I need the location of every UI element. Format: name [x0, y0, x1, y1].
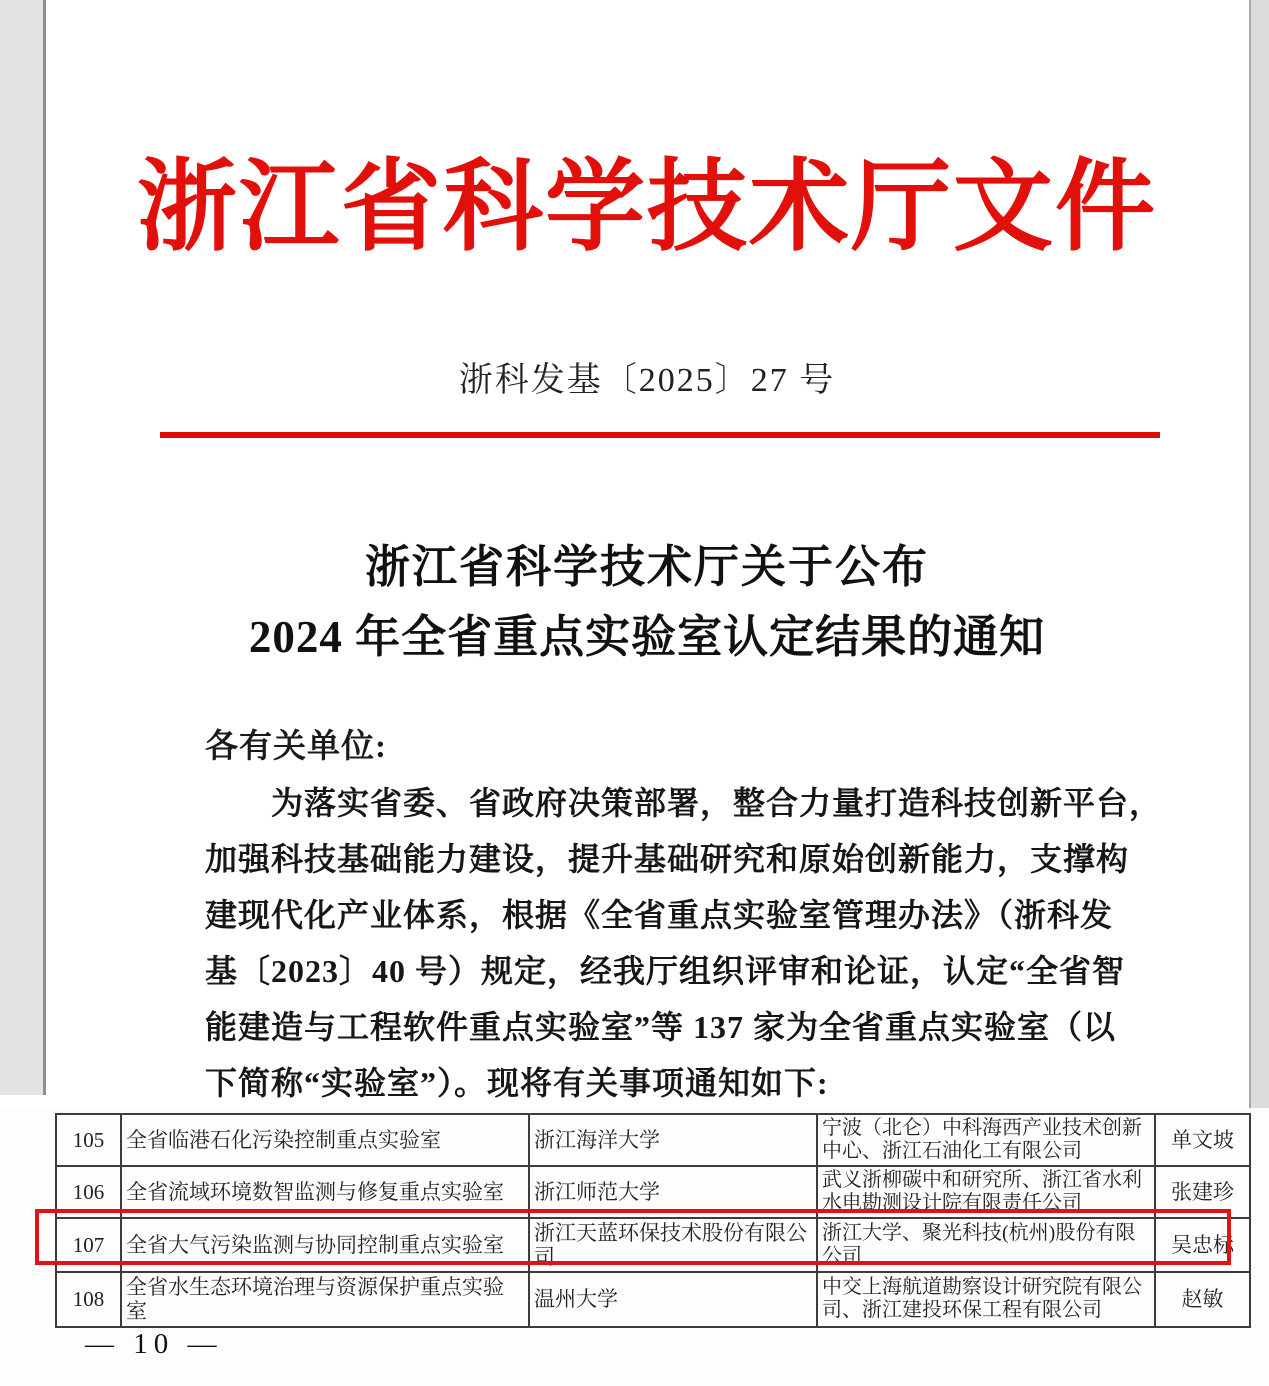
paragraph-line: 建现代化产业体系，根据《全省重点实验室管理办法》（浙科发	[205, 897, 1114, 933]
lab-name-cell: 全省临港石化污染控制重点实验室	[121, 1114, 529, 1166]
row-number-cell: 105	[56, 1114, 121, 1166]
lab-name-cell: 全省流域环境数智监测与修复重点实验室	[121, 1166, 529, 1218]
partner-orgs-cell: 浙江大学、聚光科技(杭州)股份有限公司	[817, 1218, 1155, 1272]
partner-orgs-cell: 武义浙柳碳中和研究所、浙江省水利水电勘测设计院有限责任公司	[817, 1166, 1155, 1218]
red-divider-rule	[160, 432, 1160, 438]
paragraph-line: 为落实省委、省政府决策部署，整合力量打造科技创新平台，	[271, 785, 1163, 821]
row-number-cell: 108	[56, 1272, 121, 1326]
row-number-cell: 107	[56, 1218, 121, 1272]
page-number: — 10 —	[85, 1328, 223, 1360]
page-left-margin	[0, 0, 46, 1095]
host-org-cell: 温州大学	[529, 1272, 817, 1326]
paragraph-line: 能建造与工程软件重点实验室”等 137 家为全省重点实验室（以	[205, 1009, 1117, 1045]
director-cell: 张建珍	[1155, 1166, 1250, 1218]
salutation: 各有关单位:	[205, 729, 387, 765]
director-cell: 单文坡	[1155, 1114, 1250, 1166]
paragraph-line: 下简称“实验室”）。现将有关事项通知如下:	[205, 1065, 829, 1101]
paragraph-line: 加强科技基础能力建设，提升基础研究和原始创新能力，支撑构	[205, 841, 1130, 877]
table-row	[56, 1114, 1250, 1166]
row-number-cell: 106	[56, 1166, 121, 1218]
highlight-box	[35, 1209, 1231, 1265]
host-org-cell: 浙江师范大学	[529, 1166, 817, 1218]
partner-orgs-cell: 中交上海航道勘察设计研究院有限公司、浙江建投环保工程有限公司	[817, 1272, 1155, 1326]
paragraph-line: 基〔2023〕40 号）规定，经我厅组织评审和论证，认定“全省智	[205, 953, 1126, 989]
partner-orgs-cell: 宁波（北仑）中科海西产业技术创新中心、浙江石油化工有限公司	[817, 1114, 1155, 1166]
director-cell: 赵敏	[1155, 1272, 1250, 1326]
page-right-margin	[1249, 0, 1269, 1112]
body-paragraph	[205, 775, 1163, 1111]
doc-number: 浙科发基〔2025〕27 号	[458, 362, 836, 399]
notice-title-line2: 2024 年全省重点实验室认定结果的通知	[248, 612, 1046, 662]
lab-name-cell: 全省水生态环境治理与资源保护重点实验室	[121, 1272, 529, 1326]
lab-name-cell: 全省大气污染监测与协同控制重点实验室	[121, 1218, 529, 1272]
notice-title-line1: 浙江省科学技术厅关于公布	[364, 542, 929, 592]
host-org-cell: 浙江天蓝环保技术股份有限公司	[529, 1218, 817, 1272]
letterhead-title: 浙江省科学技术厅文件	[137, 152, 1157, 263]
host-org-cell: 浙江海洋大学	[529, 1114, 817, 1166]
table-row	[56, 1272, 1250, 1326]
director-cell: 吴忠标	[1155, 1218, 1250, 1272]
